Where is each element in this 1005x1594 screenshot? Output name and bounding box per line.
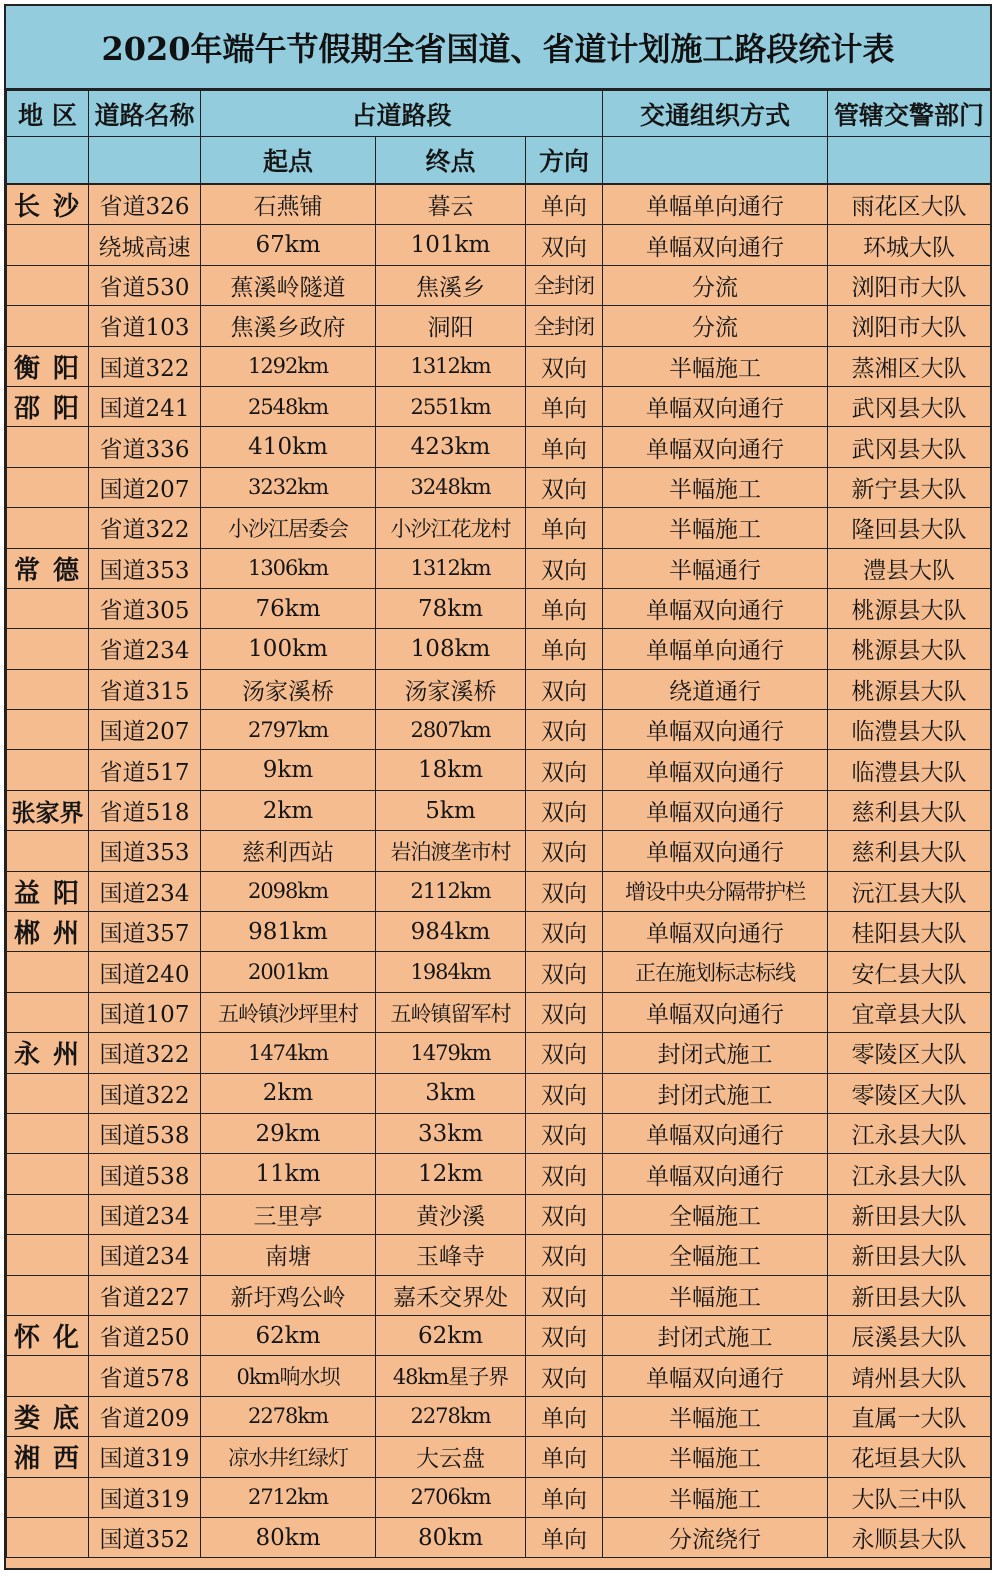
cell-end: 3km <box>376 1073 526 1113</box>
cell-traffic-organization: 半幅施工 <box>603 467 828 507</box>
cell-police-unit: 辰溪县大队 <box>828 1315 991 1355</box>
cell-traffic-organization: 半幅施工 <box>603 1437 828 1477</box>
cell-start: 410km <box>201 427 376 467</box>
cell-end: 62km <box>376 1315 526 1355</box>
cell-direction: 双向 <box>526 710 603 750</box>
cell-end: 玉峰寺 <box>376 1235 526 1275</box>
cell-traffic-organization: 单幅双向通行 <box>603 588 828 628</box>
cell-police-unit: 武冈县大队 <box>828 386 991 426</box>
cell-police-unit: 新田县大队 <box>828 1235 991 1275</box>
cell-start: 981km <box>201 912 376 952</box>
table-row <box>7 1194 991 1234</box>
cell-end: 18km <box>376 750 526 790</box>
cell-police-unit: 澧县大队 <box>828 548 991 588</box>
cell-traffic-organization: 单幅双向通行 <box>603 790 828 830</box>
table-row <box>7 265 991 305</box>
cell-start: 2712km <box>201 1477 376 1517</box>
cell-end: 暮云 <box>376 184 526 225</box>
cell-direction: 双向 <box>526 1033 603 1073</box>
cell-end: 1984km <box>376 952 526 992</box>
cell-direction: 双向 <box>526 871 603 911</box>
cell-traffic-organization: 封闭式施工 <box>603 1033 828 1073</box>
cell-traffic-organization: 分流 <box>603 265 828 305</box>
cell-traffic-organization: 半幅通行 <box>603 548 828 588</box>
cell-police-unit: 新田县大队 <box>828 1194 991 1234</box>
cell-direction: 双向 <box>526 1315 603 1355</box>
table-row <box>7 629 991 669</box>
cell-road-name: 省道322 <box>89 508 201 548</box>
cell-end: 汤家溪桥 <box>376 669 526 709</box>
cell-region: 娄 底 <box>7 1396 89 1436</box>
cell-police-unit: 江永县大队 <box>828 1154 991 1194</box>
cell-end: 2551km <box>376 386 526 426</box>
cell-traffic-organization: 单幅双向通行 <box>603 1113 828 1153</box>
cell-road-name: 国道241 <box>89 386 201 426</box>
cell-road-name: 国道353 <box>89 831 201 871</box>
table-body <box>7 184 991 1558</box>
cell-traffic-organization: 单幅双向通行 <box>603 1154 828 1194</box>
cell-end: 984km <box>376 912 526 952</box>
header-region: 地 区 <box>7 91 89 137</box>
cell-traffic-organization: 半幅施工 <box>603 1396 828 1436</box>
cell-police-unit: 直属一大队 <box>828 1396 991 1436</box>
cell-end: 1312km <box>376 548 526 588</box>
cell-end: 101km <box>376 225 526 265</box>
construction-statistics-sheet <box>4 4 992 1570</box>
cell-road-name: 省道518 <box>89 790 201 830</box>
cell-traffic-organization: 单幅双向通行 <box>603 225 828 265</box>
cell-start: 蕉溪岭隧道 <box>201 265 376 305</box>
table-row <box>7 1396 991 1436</box>
cell-road-name: 国道319 <box>89 1437 201 1477</box>
cell-start: 2098km <box>201 871 376 911</box>
cell-start: 石燕铺 <box>201 184 376 225</box>
cell-start: 11km <box>201 1154 376 1194</box>
cell-end: 五岭镇留军村 <box>376 992 526 1032</box>
cell-police-unit: 环城大队 <box>828 225 991 265</box>
cell-region <box>7 467 89 507</box>
cell-region: 衡 阳 <box>7 346 89 386</box>
cell-direction: 双向 <box>526 1356 603 1396</box>
cell-police-unit: 沅江县大队 <box>828 871 991 911</box>
cell-region <box>7 225 89 265</box>
cell-road-name: 省道103 <box>89 306 201 346</box>
cell-end: 80km <box>376 1517 526 1557</box>
cell-end: 岩泊渡垄市村 <box>376 831 526 871</box>
cell-direction: 双向 <box>526 1275 603 1315</box>
table-row <box>7 1517 991 1557</box>
cell-road-name: 绕城高速 <box>89 225 201 265</box>
cell-police-unit: 临澧县大队 <box>828 710 991 750</box>
cell-traffic-organization: 单幅双向通行 <box>603 1356 828 1396</box>
cell-traffic-organization: 单幅双向通行 <box>603 750 828 790</box>
cell-traffic-organization: 全幅施工 <box>603 1194 828 1234</box>
cell-region: 邵 阳 <box>7 386 89 426</box>
cell-end: 423km <box>376 427 526 467</box>
cell-road-name: 国道322 <box>89 1073 201 1113</box>
cell-end: 黄沙溪 <box>376 1194 526 1234</box>
cell-start: 67km <box>201 225 376 265</box>
cell-direction: 全封闭 <box>526 306 603 346</box>
cell-end: 2278km <box>376 1396 526 1436</box>
cell-road-name: 省道209 <box>89 1396 201 1436</box>
cell-traffic-organization: 正在施划标志标线 <box>603 952 828 992</box>
cell-direction: 双向 <box>526 467 603 507</box>
cell-road-name: 省道305 <box>89 588 201 628</box>
cell-police-unit: 安仁县大队 <box>828 952 991 992</box>
table-row <box>7 467 991 507</box>
table-row <box>7 1477 991 1517</box>
cell-direction: 单向 <box>526 184 603 225</box>
cell-direction: 双向 <box>526 346 603 386</box>
cell-direction: 双向 <box>526 1073 603 1113</box>
table-row <box>7 508 991 548</box>
cell-start: 80km <box>201 1517 376 1557</box>
cell-region: 湘 西 <box>7 1437 89 1477</box>
cell-police-unit: 桃源县大队 <box>828 669 991 709</box>
cell-region <box>7 1194 89 1234</box>
table-row <box>7 1113 991 1153</box>
cell-region: 长 沙 <box>7 184 89 225</box>
cell-region: 郴 州 <box>7 912 89 952</box>
table-row <box>7 1437 991 1477</box>
cell-police-unit: 零陵区大队 <box>828 1073 991 1113</box>
cell-start: 29km <box>201 1113 376 1153</box>
cell-end: 48km星子界 <box>376 1356 526 1396</box>
table-row <box>7 831 991 871</box>
cell-start: 100km <box>201 629 376 669</box>
cell-region: 张家界 <box>7 790 89 830</box>
cell-police-unit: 新宁县大队 <box>828 467 991 507</box>
cell-police-unit: 永顺县大队 <box>828 1517 991 1557</box>
cell-end: 小沙江花龙村 <box>376 508 526 548</box>
cell-traffic-organization: 半幅施工 <box>603 508 828 548</box>
cell-region <box>7 1517 89 1557</box>
cell-road-name: 国道234 <box>89 1194 201 1234</box>
cell-police-unit: 蒸湘区大队 <box>828 346 991 386</box>
cell-start: 76km <box>201 588 376 628</box>
cell-traffic-organization: 单幅单向通行 <box>603 184 828 225</box>
cell-direction: 单向 <box>526 1396 603 1436</box>
table-row <box>7 1033 991 1073</box>
table-title: 2020年端午节假期全省国道、省道计划施工路段统计表 <box>6 6 990 90</box>
cell-start: 1306km <box>201 548 376 588</box>
cell-police-unit: 桂阳县大队 <box>828 912 991 952</box>
cell-road-name: 国道353 <box>89 548 201 588</box>
cell-direction: 单向 <box>526 1437 603 1477</box>
cell-police-unit: 大队三中队 <box>828 1477 991 1517</box>
cell-region <box>7 750 89 790</box>
table-row <box>7 346 991 386</box>
table-row <box>7 912 991 952</box>
cell-direction: 单向 <box>526 588 603 628</box>
header-end: 终点 <box>376 137 526 185</box>
cell-end: 33km <box>376 1113 526 1153</box>
cell-traffic-organization: 单幅单向通行 <box>603 629 828 669</box>
table-row <box>7 427 991 467</box>
cell-start: 2001km <box>201 952 376 992</box>
cell-start: 三里亭 <box>201 1194 376 1234</box>
cell-traffic-organization: 半幅施工 <box>603 346 828 386</box>
cell-region: 怀 化 <box>7 1315 89 1355</box>
cell-direction: 单向 <box>526 508 603 548</box>
cell-end: 洞阳 <box>376 306 526 346</box>
cell-end: 2807km <box>376 710 526 750</box>
cell-traffic-organization: 分流 <box>603 306 828 346</box>
cell-traffic-organization: 绕道通行 <box>603 669 828 709</box>
cell-region <box>7 669 89 709</box>
header-road-blank <box>89 137 201 185</box>
cell-traffic-organization: 单幅双向通行 <box>603 912 828 952</box>
cell-region <box>7 588 89 628</box>
table-row <box>7 548 991 588</box>
header-traffic-blank <box>603 137 828 185</box>
cell-traffic-organization: 半幅施工 <box>603 1275 828 1315</box>
cell-road-name: 省道250 <box>89 1315 201 1355</box>
cell-start: 2km <box>201 1073 376 1113</box>
cell-road-name: 省道227 <box>89 1275 201 1315</box>
cell-road-name: 国道107 <box>89 992 201 1032</box>
cell-traffic-organization: 单幅双向通行 <box>603 831 828 871</box>
cell-start: 0km响水坝 <box>201 1356 376 1396</box>
cell-direction: 单向 <box>526 386 603 426</box>
cell-direction: 双向 <box>526 790 603 830</box>
cell-start: 2km <box>201 790 376 830</box>
cell-end: 大云盘 <box>376 1437 526 1477</box>
cell-direction: 双向 <box>526 750 603 790</box>
cell-end: 2706km <box>376 1477 526 1517</box>
table-row <box>7 184 991 225</box>
cell-direction: 双向 <box>526 1113 603 1153</box>
cell-traffic-organization: 分流绕行 <box>603 1517 828 1557</box>
cell-end: 12km <box>376 1154 526 1194</box>
cell-traffic-organization: 单幅双向通行 <box>603 386 828 426</box>
cell-road-name: 国道234 <box>89 871 201 911</box>
cell-road-name: 省道530 <box>89 265 201 305</box>
cell-traffic-organization: 全幅施工 <box>603 1235 828 1275</box>
cell-start: 9km <box>201 750 376 790</box>
cell-police-unit: 靖州县大队 <box>828 1356 991 1396</box>
cell-police-unit: 江永县大队 <box>828 1113 991 1153</box>
table-row <box>7 225 991 265</box>
table-row <box>7 790 991 830</box>
cell-direction: 双向 <box>526 1194 603 1234</box>
cell-police-unit: 隆回县大队 <box>828 508 991 548</box>
cell-direction: 双向 <box>526 952 603 992</box>
table-row <box>7 1073 991 1113</box>
cell-start: 1292km <box>201 346 376 386</box>
table-row <box>7 1275 991 1315</box>
cell-police-unit: 零陵区大队 <box>828 1033 991 1073</box>
cell-start: 62km <box>201 1315 376 1355</box>
cell-traffic-organization: 增设中央分隔带护栏 <box>603 871 828 911</box>
cell-end: 5km <box>376 790 526 830</box>
cell-road-name: 国道240 <box>89 952 201 992</box>
cell-traffic-organization: 半幅施工 <box>603 1477 828 1517</box>
cell-start: 2548km <box>201 386 376 426</box>
cell-police-unit: 慈利县大队 <box>828 831 991 871</box>
cell-start: 3232km <box>201 467 376 507</box>
header-road-name: 道路名称 <box>89 91 201 137</box>
cell-region <box>7 1073 89 1113</box>
cell-start: 2278km <box>201 1396 376 1436</box>
cell-region <box>7 265 89 305</box>
cell-end: 2112km <box>376 871 526 911</box>
cell-direction: 双向 <box>526 912 603 952</box>
cell-start: 南塘 <box>201 1235 376 1275</box>
cell-road-name: 国道322 <box>89 346 201 386</box>
cell-end: 108km <box>376 629 526 669</box>
cell-region <box>7 992 89 1032</box>
cell-police-unit: 宜章县大队 <box>828 992 991 1032</box>
cell-road-name: 国道357 <box>89 912 201 952</box>
table-row <box>7 669 991 709</box>
cell-region <box>7 427 89 467</box>
cell-direction: 单向 <box>526 1517 603 1557</box>
cell-region <box>7 629 89 669</box>
cell-police-unit: 桃源县大队 <box>828 588 991 628</box>
cell-start: 新圩鸡公岭 <box>201 1275 376 1315</box>
table-row <box>7 1356 991 1396</box>
cell-direction: 单向 <box>526 1477 603 1517</box>
cell-road-name: 国道538 <box>89 1113 201 1153</box>
cell-region: 永 州 <box>7 1033 89 1073</box>
cell-end: 1312km <box>376 346 526 386</box>
cell-end: 1479km <box>376 1033 526 1073</box>
cell-region <box>7 1275 89 1315</box>
cell-region <box>7 1235 89 1275</box>
cell-traffic-organization: 单幅双向通行 <box>603 710 828 750</box>
construction-table <box>6 90 991 1558</box>
header-occupied-segment: 占道路段 <box>201 91 603 137</box>
cell-road-name: 国道207 <box>89 710 201 750</box>
cell-end: 嘉禾交界处 <box>376 1275 526 1315</box>
table-row <box>7 992 991 1032</box>
cell-start: 2797km <box>201 710 376 750</box>
cell-police-unit: 临澧县大队 <box>828 750 991 790</box>
cell-region <box>7 1154 89 1194</box>
cell-region: 常 德 <box>7 548 89 588</box>
header-direction: 方向 <box>526 137 603 185</box>
cell-start: 小沙江居委会 <box>201 508 376 548</box>
cell-direction: 双向 <box>526 548 603 588</box>
table-row <box>7 306 991 346</box>
cell-police-unit: 武冈县大队 <box>828 427 991 467</box>
cell-road-name: 省道326 <box>89 184 201 225</box>
header-traffic-organization: 交通组织方式 <box>603 91 828 137</box>
cell-road-name: 省道517 <box>89 750 201 790</box>
table-row <box>7 386 991 426</box>
cell-road-name: 国道352 <box>89 1517 201 1557</box>
cell-start: 慈利西站 <box>201 831 376 871</box>
cell-road-name: 省道315 <box>89 669 201 709</box>
cell-road-name: 国道234 <box>89 1235 201 1275</box>
cell-road-name: 国道319 <box>89 1477 201 1517</box>
cell-region: 益 阳 <box>7 871 89 911</box>
cell-police-unit: 慈利县大队 <box>828 790 991 830</box>
cell-start: 焦溪乡政府 <box>201 306 376 346</box>
cell-road-name: 省道234 <box>89 629 201 669</box>
cell-direction: 双向 <box>526 669 603 709</box>
header-police-blank <box>828 137 991 185</box>
cell-police-unit: 雨花区大队 <box>828 184 991 225</box>
cell-start: 凉水井红绿灯 <box>201 1437 376 1477</box>
table-row <box>7 588 991 628</box>
cell-police-unit: 新田县大队 <box>828 1275 991 1315</box>
cell-direction: 双向 <box>526 225 603 265</box>
cell-region <box>7 508 89 548</box>
cell-police-unit: 花垣县大队 <box>828 1437 991 1477</box>
cell-road-name: 省道578 <box>89 1356 201 1396</box>
cell-police-unit: 浏阳市大队 <box>828 306 991 346</box>
header-police-unit: 管辖交警部门 <box>828 91 991 137</box>
cell-traffic-organization: 封闭式施工 <box>603 1315 828 1355</box>
cell-start: 1474km <box>201 1033 376 1073</box>
cell-end: 3248km <box>376 467 526 507</box>
cell-road-name: 省道336 <box>89 427 201 467</box>
table-row <box>7 952 991 992</box>
cell-region <box>7 1113 89 1153</box>
cell-direction: 双向 <box>526 992 603 1032</box>
cell-region <box>7 306 89 346</box>
cell-road-name: 国道538 <box>89 1154 201 1194</box>
cell-end: 78km <box>376 588 526 628</box>
header-start: 起点 <box>201 137 376 185</box>
cell-region <box>7 1356 89 1396</box>
cell-region <box>7 1477 89 1517</box>
cell-direction: 全封闭 <box>526 265 603 305</box>
cell-direction: 单向 <box>526 629 603 669</box>
cell-traffic-organization: 单幅双向通行 <box>603 992 828 1032</box>
cell-direction: 双向 <box>526 1154 603 1194</box>
table-row <box>7 871 991 911</box>
cell-start: 五岭镇沙坪里村 <box>201 992 376 1032</box>
cell-traffic-organization: 单幅双向通行 <box>603 427 828 467</box>
header-region-blank <box>7 137 89 185</box>
cell-region <box>7 831 89 871</box>
cell-end: 焦溪乡 <box>376 265 526 305</box>
cell-direction: 双向 <box>526 1235 603 1275</box>
cell-direction: 单向 <box>526 427 603 467</box>
cell-region <box>7 952 89 992</box>
table-row <box>7 1154 991 1194</box>
cell-direction: 双向 <box>526 831 603 871</box>
cell-police-unit: 浏阳市大队 <box>828 265 991 305</box>
cell-police-unit: 桃源县大队 <box>828 629 991 669</box>
table-row <box>7 1235 991 1275</box>
cell-traffic-organization: 封闭式施工 <box>603 1073 828 1113</box>
cell-road-name: 国道207 <box>89 467 201 507</box>
cell-region <box>7 710 89 750</box>
table-row <box>7 1315 991 1355</box>
table-row <box>7 750 991 790</box>
cell-road-name: 国道322 <box>89 1033 201 1073</box>
table-row <box>7 710 991 750</box>
cell-start: 汤家溪桥 <box>201 669 376 709</box>
